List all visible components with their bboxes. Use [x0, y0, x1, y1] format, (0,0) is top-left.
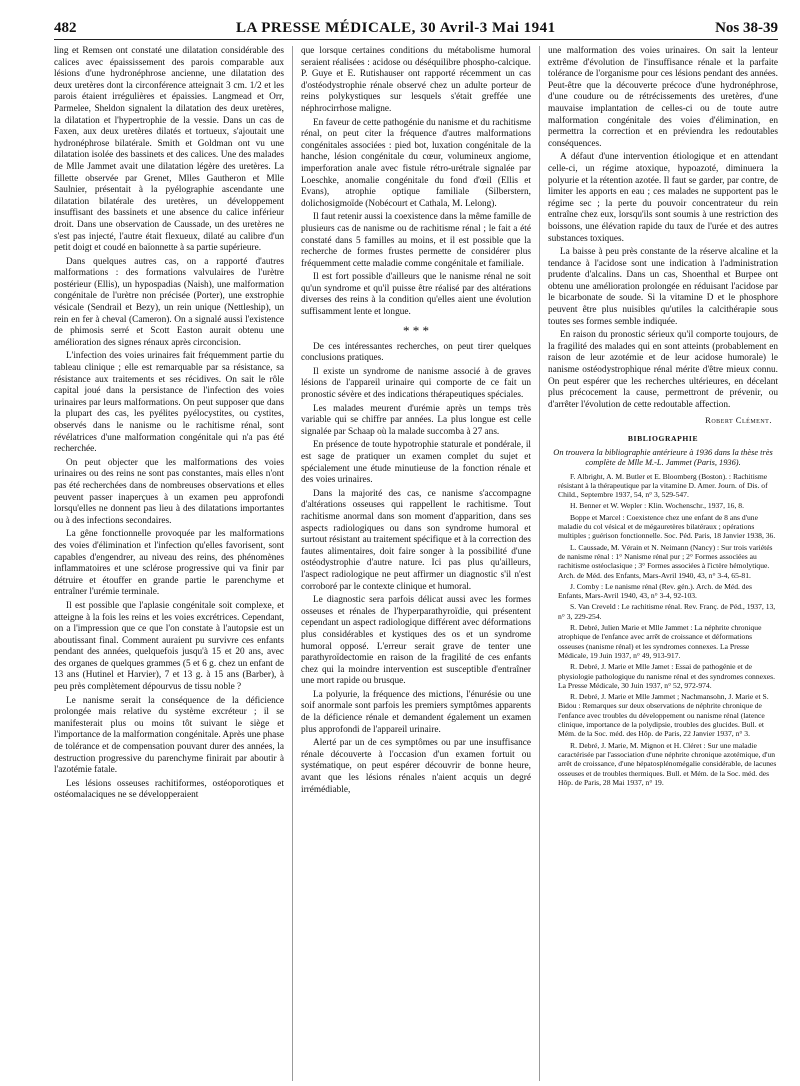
- paragraph: En faveur de cette pathogénie du nanisme et du rachitisme rénal, on peut citer la fréquence d'autres malformations congénitales associées : pied bot, luxation congénitale de la hanche, lésion congénitale du cœur, volumineux angiome, imperforation anale avec fistule rétro-urétrale signalée par Loeschke, anomalie congénitale du fond d'œil (Ellis et Evans), atrophie optique familiale (Silberstern, dolichosigmoïde (Nobécourt et Cathala, M. Lelong).: [301, 117, 531, 209]
- bibliography-entry: R. Debré, J. Marie et Mlle Jamet : Essai de pathogénie et de physiologie pathologique du nanisme rénal et des syndromes connexes. La Presse Médicale, 30 Juin 1937, n° 52, 972-974.: [558, 662, 776, 690]
- paragraph: Les lésions osseuses rachitiformes, ostéoporotiques et ostéomalaciques ne se développeraient: [54, 778, 284, 801]
- paragraph: Il faut retenir aussi la coexistence dans la même famille de plusieurs cas de nanisme ou de rachitisme rénal ; le fait a été constaté dans 5 familles au moins, et il est possible que la recherche de formes frustes permette de considérer plus fréquemment cette maladie comme congénitale et familiale.: [301, 212, 531, 269]
- paragraph: Il existe un syndrome de nanisme associé à de graves lésions de l'appareil urinaire qui comporte de ce fait un pronostic sévère et des indications thérapeutiques spéciales.: [301, 366, 531, 401]
- paragraph: Dans la majorité des cas, ce nanisme s'accompagne d'altérations osseuses qui rappellent le rachitisme. Tout rachitisme anormal dans son moment d'apparition, dans ses aspects radiologiques ou dans son syndrome humoral et surtout résistant au traitement spécifique et à la correction des fautes alimentaires, doit faire songer à la possibilité d'une ostéodystrophie d'autre nature. Ici pas plus qu'ailleurs, l'aspect radiologique ne peut affirmer un diagnostic s'il n'est corroboré par le contexte clinique et humoral.: [301, 488, 531, 592]
- paragraph: L'infection des voies urinaires fait fréquemment partie du tableau clinique ; elle est remarquable par sa résistance, sa résistance aux traitements et ses récidives. On sait le rôle capital joué dans la persistance de l'infection des voies urinaires par leurs malformations. On peut supposer que dans la plupart des cas, les pyélites pyélocystites, ou cystites, observés dans le nanisme ou le rachitisme rénal, sont révélatrices d'une malformation congénitale qui n'a pas été recherchée.: [54, 351, 284, 455]
- column-divider: [292, 46, 293, 1081]
- paragraph: Il est possible que l'aplasie congénitale soit complexe, et atteigne à la fois les reins et les voies excrétrices. Cependant, on a l'impression que ce que l'on constate à l'autopsie est un aboutissant final. Comment auraient pu survivre ces enfants pendant des années, quelquefois jusqu'à 15 et 20 ans, avec des organes de quelques grammes (5 et 6 g. chez un enfant de 13 ans (Hutinel et Harvier), 7 et 13 g. à 15 ans (Barber), à peu près complètement dépourvus de tissu noble ?: [54, 600, 284, 693]
- journal-name: LA PRESSE MÉDICALE,: [235, 20, 416, 36]
- paragraph: A défaut d'une intervention étiologique et en attendant celle-ci, un régime atoxique, hypoazoté, diminuera la polyurie et la rétention azotée. Il faut se garder, par contre, de limiter les apports en eau ; ces malades ne supportent pas le régime sec ; la perte du pouvoir concentrateur du rein entraîne chez eux, lorsqu'ils sont soumis à une restriction des boissons, une élévation rapide du taux de l'urée et des autres substances toxiques.: [548, 152, 778, 244]
- bibliography-entry: S. Van Creveld : Le rachitisme rénal. Rev. Franç. de Péd., 1937, 13, n° 3, 229-254.: [558, 602, 776, 621]
- article-columns: [54, 46, 778, 1086]
- paragraph: Le diagnostic sera parfois délicat aussi avec les formes osseuses et rénales de l'hyperparathyroïdie, qui présentent cependant un aspect radiologique différent avec déformations plus considérables et kystiques des os et un syndrome humoral opposé. L'erreur serait grave de tenter une parathyroïdectomie en raison de la fragilité de ces enfants chez qui la moindre intervention est susceptible d'entraîner une mort rapide ou brusque.: [301, 595, 531, 687]
- section-asterism: * * *: [403, 322, 429, 338]
- bibliography-entry: J. Comby : Le nanisme rénal (Rev. gén.). Arch. de Méd. des Enfants, Mars-Avril 1940, 43, n° 3-4, 92-103.: [558, 581, 752, 601]
- paragraph: Les malades meurent d'urémie après un temps très variable qui se chiffre par années. La plus longue est celle signalée par Schaap où la malade succomba à 27 ans.: [301, 403, 531, 437]
- bibliography-entry: F. Albright, A. M. Butler et E. Bloomberg (Boston). : Rachitisme résistant à la thérapeutique par la vitamine D. Amer. Journ. of Dis. of Child., Septembre 1937, 54, n° 3, 529-547.: [558, 471, 768, 500]
- column-2: [301, 46, 531, 1086]
- bibliography-entry: R. Debré, J. Marie, M. Mignon et H. Cléret : Sur une maladie caractérisée par l'association d'une néphrite chronique azotémique, d'un arrêt de croissance, d'une hépatosplénomégalie considérable, de lacunes osseuses et de troubles thermiques. Bull. et Mém. de la Soc. méd. des Hôp. de Paris, 28 Mai 1937, n° 19.: [558, 740, 777, 787]
- bibliography-entry: H. Benner et W. Wepler : Klin. Wochenschr., 1937, 16, 8.: [570, 501, 744, 511]
- bibliography-entry: R. Debré, Julien Marie et Mlle Jammet : La néphrite chronique atrophique de l'enfance avec arrêt de croissance et déformations osseuses (nanisme rénal) et les syndromes connexes. La Presse Médicale, 19 Juin 1937, n° 49, 913-917.: [558, 623, 762, 660]
- bibliography-entry: L. Caussade, M. Vérain et N. Neimann (Nancy) : Sur trois variétés de nanisme rénal : 1° Nanisme rénal pur ; 2° Formes associées au rachitisme ostéoclasique ; 3° Formes associées à l'ictère hémolytique. Arch. de Méd. des Enfants, Mars-Avril 1940, 43, n° 3-4, 65-81.: [558, 542, 773, 580]
- column-divider: [539, 46, 540, 1081]
- paragraph: ling et Remsen ont constaté une dilatation considérable des calices avec épaississement des parois comparable aux lésions d'une hydronéphrose ancienne, une dilatation des deux uretères dont la circonférence atteignait 3 cm. 1/2 et les parois étaient irrégulières et épaissies. Langmead et Orr, Parmelee, Sheldon signalent la dilatation des deux uretères, la dilatation et l'hypertrophie de la vessie. Dans un cas de Faxen, aux deux uretères dilatés et tortueux, s'ajoutait une hydronéphrose bilatérale. Smith et Goldman ont vu une dilatation isolée des bassinets et des calices. Une des malades de Mlle Jammet avait une dilatation légère des uretères. La fillette observée par Grenet, Mlles Gautheron et Mlle Saulnier, présentait à la pyélographie ascendante une dilatation bilatérale des uretères, un développement insuffisant des bassinets et une absence du calice inférieur droit. Dans une observation de Caussade, un des uretères ne s'est pas injecté, l'autre était flexueux, dilaté au calibre d'un petit doigt et coudé en baïonnette à sa partie supérieure.: [54, 46, 284, 254]
- paragraph: En raison du pronostic sérieux qu'il comporte toujours, de la fragilité des malades qui en sont atteints (probablement en raison de leur azotémie et de leur acidose humorale) le nanisme ostéodystrophique rénal mérite d'être mieux connu. On peut espérer que les recherches ultérieures, en décelant plus précocement la cause, permettront de prévenir, ou d'arrêter l'évolution de cette redoutable affection.: [548, 330, 778, 410]
- bibliography-heading: BIBLIOGRAPHIE: [627, 434, 699, 443]
- paragraph: De ces intéressantes recherches, on peut tirer quelques conclusions pratiques.: [301, 341, 531, 364]
- bibliography-entry: R. Debré, J. Marie et Mlle Jammet ; Nachmansohn, J. Marie et S. Bidou : Remarques sur deux observations de néphrite chronique de l'enfance avec troubles du développement ou nanisme rénal (latence clinique, importance de la polydipsie, troubles des glucides. Bull. et Mém. de la Soc. méd. des Hôp. de Paris, 22 Janvier 1937, n° 3.: [558, 692, 769, 739]
- paragraph: Le nanisme serait la conséquence de la déficience prolongée mais relative du système excréteur ; il se manifesterait plus ou moins tôt suivant le siège et l'importance de la malformation congénitale. Après une phase de tolérance et de compensation pouvant durer des années, la destruction progressive du parenchyme finirait par aboutir à l'azotémie fatale.: [54, 695, 284, 776]
- bibliography-note: On trouvera la bibliographie antérieure à 1936 dans la thèse très complète de Mlle M.-L. Jammet (Paris, 1936).: [553, 447, 773, 467]
- paragraph: Dans quelques autres cas, on a rapporté d'autres malformations : des formations valvulaires de l'urètre postérieur (Ellis), un hypospadias (Naish), une malformation congénitale de l'urètre non précisée (Porter), une exstrophie vésicale (Sendrail et Bezy), un rein unique (Nettleship), un rein en fer à cheval (Cameron). On a signalé aussi l'existence de phimosis serré et Scott Easton aurait obtenu une amélioration des signes rénaux après circoncision.: [54, 256, 284, 348]
- paragraph: Il est fort possible d'ailleurs que le nanisme rénal ne soit qu'un syndrome et qu'il puisse être réalisé par des altérations diverses des reins à la condition qu'elles aient une évolution suffisamment lente et longue.: [301, 272, 531, 318]
- column-1: [54, 46, 284, 1086]
- issue-number: Nos 38-39: [715, 20, 778, 36]
- paragraph: Alerté par un de ces symptômes ou par une insuffisance rénale découverte à l'occasion d'un examen fortuit ou systématique, on peut espérer découvrir de bonne heure, avant que les lésions rénales n'aient acquis un degré irrémédiable,: [301, 738, 531, 795]
- paragraph: que lorsque certaines conditions du métabolisme humoral seraient réalisées : acidose ou déséquilibre phospho-calcique. P. Guye et E. Rutishauser ont rapporté récemment un cas d'ostéodystrophie rénale observé chez un adulte porteur de reins polykystiques sur lesquels s'était greffée une néphrocirrhose maligne.: [301, 46, 531, 114]
- paragraph: On peut objecter que les malformations des voies urinaires ou des reins ne sont pas constantes, mais elles n'ont pas été recherchées dans de nombreuses observations et elles peuvent passer inaperçues à un examen peu approfondi lorsqu'elles ne donnent pas lieu à des dilatations importantes ou à des infections secondaires.: [54, 457, 284, 526]
- paragraph: En présence de toute hypotrophie staturale et pondérale, il est sage de pratiquer un examen complet du sujet et spécialement une étude minutieuse de la fonction rénale et des voies urinaires.: [301, 440, 531, 486]
- paragraph: La gêne fonctionnelle provoquée par les malformations des voies d'élimination et l'infection qu'elles favorisent, sont capables d'engendrer, au niveau des reins, des phénomènes inflammatoires et une sclérose progressive qui va finir par détruire et étouffer en grande partie le parenchyme et entraîner l'urémie terminale.: [54, 529, 284, 598]
- bibliography-entry: Boppe et Marcel : Coexistence chez une enfant de 8 ans d'une maladie du col vésical et de mégauretères bilatéraux ; opérations multiples ; guérison fonctionnelle. Soc. Péd. Paris, 18 Janvier 1938, 36.: [558, 512, 776, 541]
- paragraph: La baisse à peu près constante de la réserve alcaline et la tendance à l'acidose sont une indication à l'administration prudente d'alcalins. Dans un cas, Shoenthal et Burpee ont obtenu une amélioration prolongée en réduisant l'acidose par le bicarbonate de soude. Si la vitamine D et le phosphore peuvent être plus nuisibles qu'utiles la calcithérapie sous toutes ses formes semble indiquée.: [548, 247, 778, 327]
- paragraph: une malformation des voies urinaires. On sait la lenteur extrême d'évolution de l'insuffisance rénale et la parfaite tolérance de l'organisme pour ces lésions pendant des années. Peut-être que la découverte précoce d'une hydronéphrose, d'une coudure ou de rétrécissements des uretères, d'une mauvaise implantation de celles-ci ou de toute autre malformation congénitale des voies d'élimination, en permettra la correction et en préviendra les redoutables conséquences.: [548, 46, 778, 149]
- paragraph: La polyurie, la fréquence des mictions, l'énurésie ou une soif anormale sont parfois les premiers symptômes apparents de la déficience rénale et demandent également un examen plus approfondi de l'appareil urinaire.: [301, 689, 531, 735]
- page-number: 482: [54, 20, 77, 36]
- page-header: [54, 20, 778, 40]
- column-3: [548, 46, 778, 1086]
- journal-title: [236, 20, 556, 37]
- issue-date: 30 Avril-3 Mai 1941: [420, 20, 556, 36]
- author-signature: Robert Clément.: [705, 415, 772, 426]
